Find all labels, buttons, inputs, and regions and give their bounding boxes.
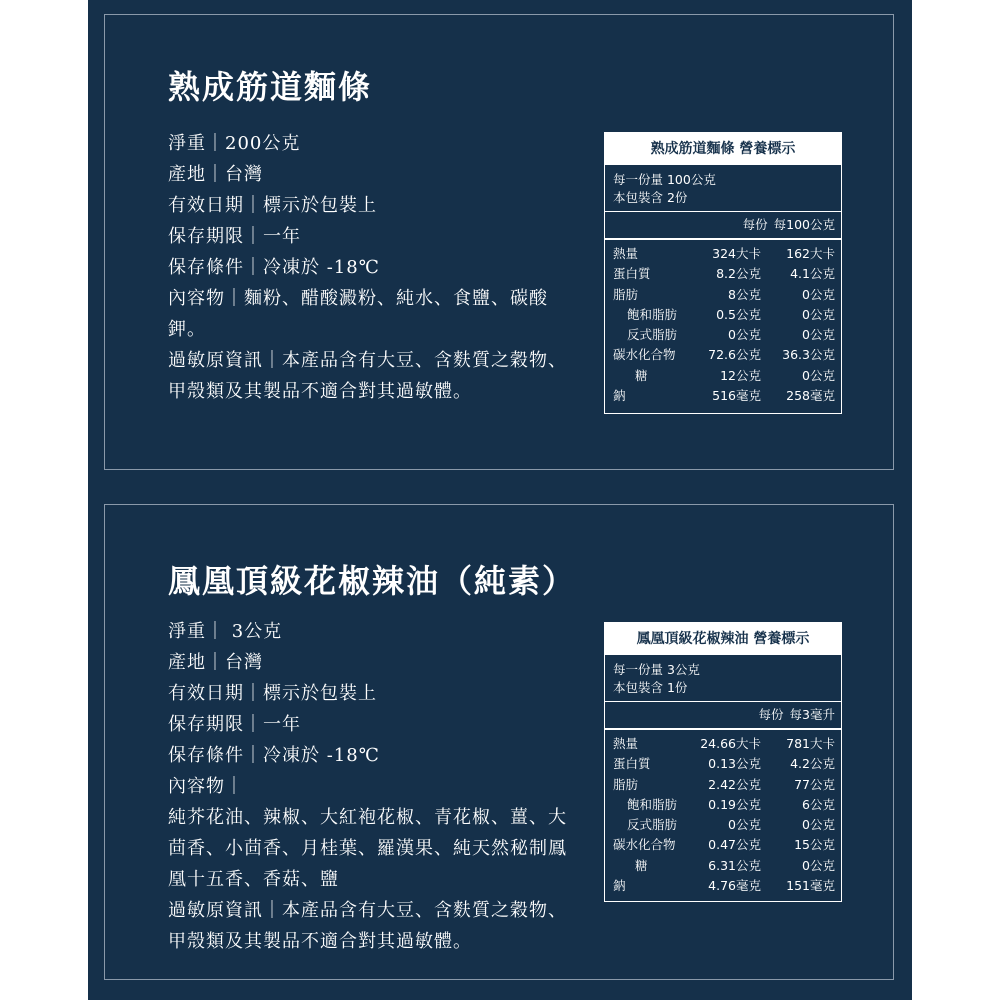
nutrition-row-trans-fat: 反式脂肪 0公克 0公克 [627, 817, 835, 833]
info-origin: 產地｜台灣 [168, 164, 263, 185]
info-origin: 產地｜台灣 [168, 652, 263, 673]
column-per-unit: 每100公克 [773, 217, 835, 232]
info-storage: 保存條件｜冷凍於 -18℃ [168, 745, 380, 766]
nutrition-rows [605, 730, 841, 900]
servings-per-package: 本包裝含 1份 [613, 680, 688, 695]
product-title-chili-oil: 鳳凰頂級花椒辣油（純素） [168, 562, 577, 600]
nutrition-label-chili-oil [604, 622, 842, 902]
info-storage: 保存條件｜冷凍於 -18℃ [168, 257, 380, 278]
info-ingredients: 內容物｜麵粉、醋酸澱粉、純水、食鹽、碳酸鉀。 [168, 288, 548, 340]
info-allergens: 過敏原資訊｜本產品含有大豆、含麩質之穀物、甲殼類及其製品不適合對其過敏體。 [168, 350, 567, 402]
info-shelf-life: 保存期限｜一年 [168, 714, 301, 735]
nutrition-row-sugar: 糖 6.31公克 0公克 [635, 857, 835, 873]
info-net-weight: 淨重｜ 3公克 [168, 621, 283, 642]
nutrition-row-saturated-fat: 飽和脂肪 0.5公克 0公克 [627, 306, 835, 322]
nutrition-label-title: 鳳凰頂級花椒辣油 營養標示 [605, 623, 841, 655]
serving-info [605, 165, 841, 212]
serving-info [605, 655, 841, 702]
nutrition-rows [605, 240, 841, 410]
nutrition-row-protein: 蛋白質 0.13公克 4.2公克 [613, 756, 835, 772]
nutrition-row-carbohydrate: 碳水化合物 0.47公克 15公克 [613, 837, 835, 853]
nutrition-row-fat: 脂肪 2.42公克 77公克 [613, 776, 835, 792]
product-info-chili-oil [168, 616, 578, 957]
info-ingredients: 純芥花油、辣椒、大紅袍花椒、青花椒、薑、大茴香、小茴香、月桂葉、羅漢果、純天然秘制鳳凰十五香、香菇、鹽 [168, 807, 567, 890]
nutrition-column-header [605, 212, 841, 240]
nutrition-row-sodium: 鈉 516毫克 258毫克 [613, 388, 835, 404]
info-net-weight: 淨重｜200公克 [168, 133, 301, 154]
nutrition-row-protein: 蛋白質 8.2公克 4.1公克 [613, 266, 835, 282]
info-expiry: 有效日期｜標示於包裝上 [168, 195, 377, 216]
nutrition-row-calories: 熱量 24.66大卡 781大卡 [613, 736, 835, 751]
nutrition-column-header [605, 702, 841, 730]
serving-size: 每一份量 3公克 [613, 662, 700, 677]
nutrition-row-saturated-fat: 飽和脂肪 0.19公克 6公克 [627, 796, 835, 812]
product-title-noodles: 熟成筋道麵條 [168, 68, 373, 106]
nutrition-label-title: 熟成筋道麵條 營養標示 [605, 133, 841, 165]
nutrition-row-trans-fat: 反式脂肪 0公克 0公克 [627, 327, 835, 343]
serving-size: 每一份量 100公克 [613, 172, 716, 187]
nutrition-row-calories: 熱量 324大卡 162大卡 [613, 246, 835, 261]
nutrition-row-sodium: 鈉 4.76毫克 151毫克 [613, 878, 835, 894]
servings-per-package: 本包裝含 2份 [613, 190, 688, 205]
column-per-unit: 每3毫升 [789, 707, 835, 722]
info-shelf-life: 保存期限｜一年 [168, 226, 301, 247]
nutrition-label-noodles [604, 132, 842, 414]
info-expiry: 有效日期｜標示於包裝上 [168, 683, 377, 704]
nutrition-row-carbohydrate: 碳水化合物 72.6公克 36.3公克 [613, 347, 835, 363]
nutrition-row-sugar: 糖 12公克 0公克 [635, 367, 835, 383]
column-per-serving: 每份 [742, 217, 768, 232]
info-allergens: 過敏原資訊｜本產品含有大豆、含麩質之穀物、甲殼類及其製品不適合對其過敏體。 [168, 900, 567, 952]
column-per-serving: 每份 [758, 707, 784, 722]
nutrition-row-fat: 脂肪 8公克 0公克 [613, 286, 835, 302]
info-ingredients-label: 內容物｜ [168, 776, 244, 797]
product-info-noodles [168, 128, 578, 407]
